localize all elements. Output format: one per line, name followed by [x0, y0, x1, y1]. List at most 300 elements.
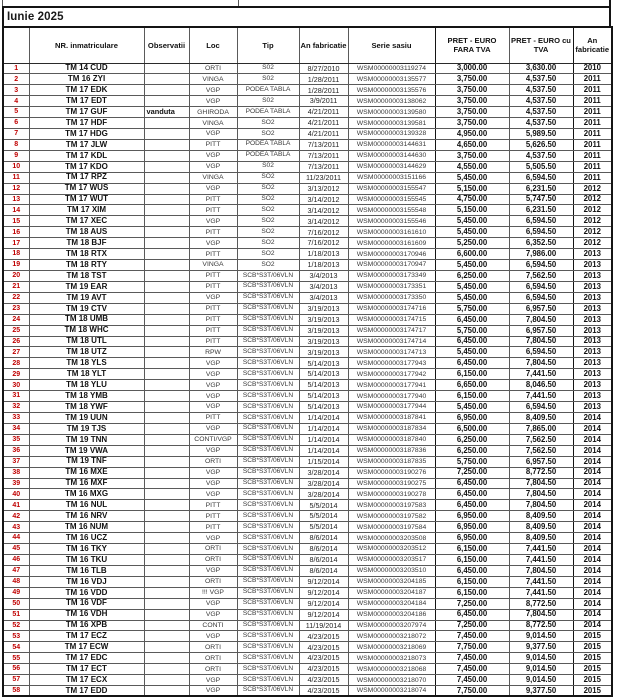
cell-row-number: 14 — [3, 205, 29, 216]
cell-nr-inmatriculare: TM 16 MXF — [29, 478, 144, 489]
cell-tip: PODEA TABLA — [237, 139, 299, 150]
cell-pret-euro-fara-tva: 6,150.00 — [435, 544, 509, 555]
cell-pret-euro-fara-tva: 5,750.00 — [435, 303, 509, 314]
cell-an-fabricatie-data: 5/14/2013 — [299, 402, 348, 413]
cell-an-fabricatie: 2011 — [573, 129, 612, 140]
cell-row-number: 17 — [3, 238, 29, 249]
cell-observatii: vanduta — [144, 107, 189, 118]
table-row — [3, 63, 612, 74]
table-row — [3, 96, 612, 107]
cell-nr-inmatriculare: TM 17 ECW — [29, 642, 144, 653]
table-row — [3, 347, 612, 358]
cell-tip: PODEA TABLA — [237, 150, 299, 161]
cell-an-fabricatie-data: 5/14/2013 — [299, 380, 348, 391]
cell-nr-inmatriculare: TM 18 BJF — [29, 238, 144, 249]
cell-pret-euro-fara-tva: 7,750.00 — [435, 642, 509, 653]
report-title: Iunie 2025 — [2, 6, 611, 26]
cell-an-fabricatie: 2014 — [573, 544, 612, 555]
cell-row-number: 55 — [3, 653, 29, 664]
cell-an-fabricatie-data: 3/14/2012 — [299, 216, 348, 227]
cell-serie-sasiu: WSM00000003204186 — [348, 609, 435, 620]
cell-tip: SCB*S3T/06VLN — [237, 565, 299, 576]
cell-pret-euro-cu-tva: 9,014.50 — [509, 664, 573, 675]
cell-an-fabricatie: 2011 — [573, 96, 612, 107]
cell-tip: SCB*S3T/06VLN — [237, 522, 299, 533]
cell-an-fabricatie-data: 5/5/2014 — [299, 500, 348, 511]
cell-pret-euro-cu-tva: 4,537.50 — [509, 118, 573, 129]
cell-tip: SO2 — [237, 183, 299, 194]
table-row — [3, 74, 612, 85]
table-row — [3, 587, 612, 598]
cell-nr-inmatriculare: TM 18 YMB — [29, 391, 144, 402]
cell-pret-euro-cu-tva: 6,594.50 — [509, 347, 573, 358]
cell-tip: SO2 — [237, 260, 299, 271]
cell-an-fabricatie: 2013 — [573, 260, 612, 271]
cell-tip: SO2 — [237, 238, 299, 249]
cell-pret-euro-fara-tva: 4,750.00 — [435, 194, 509, 205]
cell-loc: VGP — [189, 609, 237, 620]
cell-row-number: 39 — [3, 478, 29, 489]
cell-row-number: 15 — [3, 216, 29, 227]
cell-row-number: 20 — [3, 271, 29, 282]
cell-an-fabricatie: 2012 — [573, 227, 612, 238]
cell-pret-euro-cu-tva: 7,441.50 — [509, 554, 573, 565]
cell-an-fabricatie: 2014 — [573, 467, 612, 478]
cell-tip: SO2 — [237, 249, 299, 260]
cell-row-number: 47 — [3, 565, 29, 576]
cell-observatii — [144, 434, 189, 445]
cell-an-fabricatie-data: 4/21/2011 — [299, 107, 348, 118]
table-row — [3, 292, 612, 303]
table-row — [3, 183, 612, 194]
cell-pret-euro-fara-tva: 6,450.00 — [435, 478, 509, 489]
cell-pret-euro-cu-tva: 7,804.50 — [509, 314, 573, 325]
cell-serie-sasiu: WSM00000003173350 — [348, 292, 435, 303]
cell-tip: S02 — [237, 63, 299, 74]
cell-pret-euro-fara-tva: 6,450.00 — [435, 609, 509, 620]
cell-pret-euro-fara-tva: 5,450.00 — [435, 292, 509, 303]
cell-loc: VGP — [189, 391, 237, 402]
cell-serie-sasiu: WSM00000003144631 — [348, 139, 435, 150]
cell-row-number: 2 — [3, 74, 29, 85]
cell-serie-sasiu: WSM00000003204185 — [348, 576, 435, 587]
cell-loc: VGP — [189, 423, 237, 434]
cell-an-fabricatie-data: 5/14/2013 — [299, 369, 348, 380]
cell-nr-inmatriculare: TM 16 XPB — [29, 620, 144, 631]
cell-pret-euro-fara-tva: 7,250.00 — [435, 467, 509, 478]
cell-tip: SCB*S3T/06VLN — [237, 500, 299, 511]
cell-loc: VGP — [189, 631, 237, 642]
cell-serie-sasiu: WSM00000003177944 — [348, 402, 435, 413]
cell-row-number: 3 — [3, 85, 29, 96]
table-row — [3, 216, 612, 227]
cell-row-number: 11 — [3, 172, 29, 183]
cell-an-fabricatie: 2013 — [573, 358, 612, 369]
cell-an-fabricatie: 2012 — [573, 194, 612, 205]
cell-tip: SO2 — [237, 129, 299, 140]
cell-pret-euro-fara-tva: 5,750.00 — [435, 456, 509, 467]
cell-serie-sasiu: WSM00000003190275 — [348, 478, 435, 489]
cell-loc: PITT — [189, 139, 237, 150]
cell-serie-sasiu: WSM00000003187836 — [348, 445, 435, 456]
cell-pret-euro-fara-tva: 6,950.00 — [435, 413, 509, 424]
cell-serie-sasiu: WSM00000003174717 — [348, 325, 435, 336]
cell-an-fabricatie-data: 1/18/2013 — [299, 260, 348, 271]
cell-pret-euro-fara-tva: 6,450.00 — [435, 489, 509, 500]
table-row — [3, 139, 612, 150]
cell-pret-euro-cu-tva: 7,804.50 — [509, 500, 573, 511]
cell-nr-inmatriculare: TM 18 YWF — [29, 402, 144, 413]
cell-pret-euro-cu-tva: 6,594.50 — [509, 292, 573, 303]
cell-loc: ORTI — [189, 63, 237, 74]
cell-serie-sasiu: WSM00000003203517 — [348, 554, 435, 565]
cell-an-fabricatie-data: 9/12/2014 — [299, 598, 348, 609]
table-row — [3, 271, 612, 282]
cell-nr-inmatriculare: TM 18 AUS — [29, 227, 144, 238]
table-row — [3, 544, 612, 555]
cell-row-number: 7 — [3, 129, 29, 140]
cell-nr-inmatriculare: TM 17 EDT — [29, 96, 144, 107]
cell-an-fabricatie: 2011 — [573, 139, 612, 150]
cell-observatii — [144, 172, 189, 183]
cell-loc: VGP — [189, 129, 237, 140]
column-header-an-fabricatie-data: An fabricatie — [299, 27, 348, 63]
table-row — [3, 227, 612, 238]
cell-observatii — [144, 380, 189, 391]
cell-observatii — [144, 620, 189, 631]
cell-pret-euro-fara-tva: 3,000.00 — [435, 63, 509, 74]
cell-pret-euro-fara-tva: 3,750.00 — [435, 85, 509, 96]
cell-pret-euro-fara-tva: 6,950.00 — [435, 511, 509, 522]
cell-loc: PITT — [189, 413, 237, 424]
cell-an-fabricatie-data: 5/5/2014 — [299, 522, 348, 533]
cell-row-number: 31 — [3, 391, 29, 402]
cell-loc: GHIRODA — [189, 107, 237, 118]
table-row — [3, 686, 612, 697]
cell-pret-euro-fara-tva: 5,450.00 — [435, 172, 509, 183]
cell-loc: PITT — [189, 511, 237, 522]
cell-serie-sasiu: WSM00000003138062 — [348, 96, 435, 107]
cell-nr-inmatriculare: TM 16 UCZ — [29, 533, 144, 544]
cell-an-fabricatie: 2011 — [573, 118, 612, 129]
cell-tip: SCB*S3T/06VLN — [237, 576, 299, 587]
cell-an-fabricatie: 2011 — [573, 107, 612, 118]
cell-an-fabricatie: 2014 — [573, 554, 612, 565]
cell-pret-euro-cu-tva: 5,747.50 — [509, 194, 573, 205]
cell-an-fabricatie: 2014 — [573, 478, 612, 489]
cell-serie-sasiu: WSM00000003218069 — [348, 642, 435, 653]
cell-pret-euro-fara-tva: 5,150.00 — [435, 205, 509, 216]
cell-nr-inmatriculare: TM 16 VDD — [29, 587, 144, 598]
cell-tip: SCB*S3T/06VLN — [237, 467, 299, 478]
cell-loc: VGP — [189, 675, 237, 686]
table-row — [3, 118, 612, 129]
table-row — [3, 402, 612, 413]
cell-nr-inmatriculare: TM 17 JLW — [29, 139, 144, 150]
cell-tip: SCB*S3T/06VLN — [237, 292, 299, 303]
cell-serie-sasiu: WSM00000003177940 — [348, 391, 435, 402]
cell-observatii — [144, 129, 189, 140]
cell-an-fabricatie-data: 3/19/2013 — [299, 336, 348, 347]
cell-an-fabricatie: 2014 — [573, 434, 612, 445]
cell-loc: VGP — [189, 161, 237, 172]
table-row — [3, 565, 612, 576]
table-row — [3, 325, 612, 336]
cell-tip: SCB*S3T/06VLN — [237, 445, 299, 456]
cell-serie-sasiu: WSM00000003174716 — [348, 303, 435, 314]
cell-an-fabricatie: 2013 — [573, 314, 612, 325]
cell-tip: SCB*S3T/06VLN — [237, 598, 299, 609]
cell-row-number: 16 — [3, 227, 29, 238]
cell-row-number: 5 — [3, 107, 29, 118]
cell-loc: VGP — [189, 533, 237, 544]
cell-nr-inmatriculare: TM 18 YLS — [29, 358, 144, 369]
table-row — [3, 205, 612, 216]
table-row — [3, 358, 612, 369]
cell-an-fabricatie-data: 1/15/2014 — [299, 456, 348, 467]
cell-an-fabricatie: 2013 — [573, 336, 612, 347]
cell-observatii — [144, 467, 189, 478]
table-row — [3, 85, 612, 96]
cell-nr-inmatriculare: TM 17 EDC — [29, 653, 144, 664]
table-row — [3, 413, 612, 424]
cell-row-number: 9 — [3, 150, 29, 161]
cell-nr-inmatriculare: TM 17 GUF — [29, 107, 144, 118]
cell-tip: SO2 — [237, 227, 299, 238]
cell-nr-inmatriculare: TM 17 EDD — [29, 686, 144, 697]
cell-an-fabricatie: 2012 — [573, 183, 612, 194]
cell-loc: ORTI — [189, 642, 237, 653]
cell-an-fabricatie-data: 11/19/2014 — [299, 620, 348, 631]
cell-pret-euro-cu-tva: 7,865.00 — [509, 423, 573, 434]
cell-pret-euro-cu-tva: 8,046.50 — [509, 380, 573, 391]
table-row — [3, 609, 612, 620]
cell-row-number: 50 — [3, 598, 29, 609]
cell-an-fabricatie: 2015 — [573, 653, 612, 664]
cell-nr-inmatriculare: TM 17 KDO — [29, 161, 144, 172]
cell-pret-euro-fara-tva: 5,450.00 — [435, 347, 509, 358]
cell-pret-euro-cu-tva: 7,441.50 — [509, 576, 573, 587]
cell-an-fabricatie-data: 9/12/2014 — [299, 587, 348, 598]
cell-tip: SCB*S3T/06VLN — [237, 533, 299, 544]
table-row — [3, 467, 612, 478]
cell-observatii — [144, 391, 189, 402]
cell-pret-euro-fara-tva: 6,450.00 — [435, 358, 509, 369]
cell-an-fabricatie-data: 4/23/2015 — [299, 675, 348, 686]
cell-observatii — [144, 303, 189, 314]
cell-an-fabricatie: 2014 — [573, 609, 612, 620]
cell-pret-euro-fara-tva: 5,150.00 — [435, 183, 509, 194]
cell-pret-euro-cu-tva: 7,986.00 — [509, 249, 573, 260]
cell-observatii — [144, 85, 189, 96]
cell-row-number: 45 — [3, 544, 29, 555]
cell-pret-euro-cu-tva: 4,537.50 — [509, 107, 573, 118]
cell-row-number: 40 — [3, 489, 29, 500]
cell-pret-euro-cu-tva: 6,594.50 — [509, 172, 573, 183]
cell-an-fabricatie: 2013 — [573, 325, 612, 336]
cell-an-fabricatie-data: 1/28/2011 — [299, 74, 348, 85]
cell-serie-sasiu: WSM00000003218072 — [348, 631, 435, 642]
cell-pret-euro-fara-tva: 5,450.00 — [435, 216, 509, 227]
cell-pret-euro-cu-tva: 9,377.50 — [509, 642, 573, 653]
cell-pret-euro-fara-tva: 7,250.00 — [435, 620, 509, 631]
cell-nr-inmatriculare: TM 18 WHC — [29, 325, 144, 336]
cell-observatii — [144, 161, 189, 172]
cell-nr-inmatriculare: TM 16 NUL — [29, 500, 144, 511]
cell-row-number: 18 — [3, 249, 29, 260]
cell-tip: SO2 — [237, 172, 299, 183]
cell-loc: VGP — [189, 598, 237, 609]
cell-pret-euro-cu-tva: 8,409.50 — [509, 413, 573, 424]
cell-nr-inmatriculare: TM 17 XIM — [29, 205, 144, 216]
cell-pret-euro-cu-tva: 7,804.50 — [509, 478, 573, 489]
cell-pret-euro-cu-tva: 7,562.50 — [509, 434, 573, 445]
cell-observatii — [144, 522, 189, 533]
cell-an-fabricatie-data: 7/13/2011 — [299, 161, 348, 172]
cell-pret-euro-fara-tva: 7,450.00 — [435, 631, 509, 642]
cell-an-fabricatie: 2011 — [573, 172, 612, 183]
cell-nr-inmatriculare: TM 16 MXG — [29, 489, 144, 500]
cell-serie-sasiu: WSM00000003204187 — [348, 587, 435, 598]
cell-row-number: 37 — [3, 456, 29, 467]
cell-loc: VGP — [189, 292, 237, 303]
cell-an-fabricatie: 2015 — [573, 631, 612, 642]
cell-an-fabricatie: 2015 — [573, 675, 612, 686]
cell-an-fabricatie: 2012 — [573, 238, 612, 249]
cell-row-number: 56 — [3, 664, 29, 675]
cell-row-number: 46 — [3, 554, 29, 565]
cell-loc: PITT — [189, 249, 237, 260]
cell-serie-sasiu: WSM00000003187841 — [348, 413, 435, 424]
cell-observatii — [144, 576, 189, 587]
cell-serie-sasiu: WSM00000003155546 — [348, 216, 435, 227]
cell-observatii — [144, 271, 189, 282]
cell-pret-euro-fara-tva: 5,450.00 — [435, 402, 509, 413]
table-row — [3, 445, 612, 456]
cell-pret-euro-fara-tva: 6,250.00 — [435, 434, 509, 445]
cell-an-fabricatie-data: 4/23/2015 — [299, 642, 348, 653]
cell-nr-inmatriculare: TM 16 VDH — [29, 609, 144, 620]
cell-row-number: 10 — [3, 161, 29, 172]
cell-an-fabricatie: 2015 — [573, 686, 612, 697]
cell-serie-sasiu: WSM00000003155547 — [348, 183, 435, 194]
cell-an-fabricatie: 2013 — [573, 303, 612, 314]
cell-tip: SCB*S3T/06VLN — [237, 489, 299, 500]
cell-pret-euro-fara-tva: 5,450.00 — [435, 260, 509, 271]
column-header-pret-euro-cu-tva: PRET - EURO cu TVA — [509, 27, 573, 63]
cell-observatii — [144, 347, 189, 358]
cell-pret-euro-cu-tva: 9,014.50 — [509, 675, 573, 686]
table-row — [3, 107, 612, 118]
cell-serie-sasiu: WSM00000003139581 — [348, 118, 435, 129]
cell-an-fabricatie-data: 3/19/2013 — [299, 325, 348, 336]
cell-an-fabricatie-data: 3/13/2012 — [299, 183, 348, 194]
cell-nr-inmatriculare: TM 19 TJS — [29, 423, 144, 434]
table-row — [3, 129, 612, 140]
cell-an-fabricatie: 2013 — [573, 380, 612, 391]
cell-tip: SCB*S3T/06VLN — [237, 456, 299, 467]
cell-an-fabricatie: 2013 — [573, 292, 612, 303]
table-row — [3, 238, 612, 249]
cell-an-fabricatie-data: 1/14/2014 — [299, 434, 348, 445]
cell-pret-euro-fara-tva: 5,450.00 — [435, 227, 509, 238]
cell-nr-inmatriculare: TM 17 HDF — [29, 118, 144, 129]
cell-loc: VINGA — [189, 260, 237, 271]
cell-observatii — [144, 500, 189, 511]
cell-observatii — [144, 511, 189, 522]
cell-an-fabricatie: 2014 — [573, 511, 612, 522]
table-row — [3, 434, 612, 445]
top-strip-partial-row — [2, 0, 611, 6]
cell-pret-euro-cu-tva: 6,594.50 — [509, 402, 573, 413]
cell-nr-inmatriculare: TM 18 RTX — [29, 249, 144, 260]
cell-observatii — [144, 369, 189, 380]
cell-pret-euro-fara-tva: 6,450.00 — [435, 500, 509, 511]
cell-pret-euro-fara-tva: 6,950.00 — [435, 522, 509, 533]
cell-serie-sasiu: WSM00000003119274 — [348, 63, 435, 74]
cell-an-fabricatie: 2014 — [573, 423, 612, 434]
cell-pret-euro-cu-tva: 5,626.50 — [509, 139, 573, 150]
cell-tip: SCB*S3T/06VLN — [237, 271, 299, 282]
cell-serie-sasiu: WSM00000003173351 — [348, 281, 435, 292]
cell-pret-euro-cu-tva: 8,772.50 — [509, 598, 573, 609]
cell-an-fabricatie: 2014 — [573, 489, 612, 500]
cell-nr-inmatriculare: TM 18 YLT — [29, 369, 144, 380]
cell-an-fabricatie-data: 7/13/2011 — [299, 150, 348, 161]
cell-nr-inmatriculare: TM 19 UUN — [29, 413, 144, 424]
cell-nr-inmatriculare: TM 16 TKU — [29, 554, 144, 565]
cell-row-number: 32 — [3, 402, 29, 413]
cell-an-fabricatie-data: 3/19/2013 — [299, 303, 348, 314]
cell-serie-sasiu: WSM00000003177943 — [348, 358, 435, 369]
cell-observatii — [144, 565, 189, 576]
cell-an-fabricatie-data: 8/27/2010 — [299, 63, 348, 74]
cell-loc: VGP — [189, 478, 237, 489]
header-row — [3, 27, 612, 63]
cell-loc: VINGA — [189, 172, 237, 183]
cell-an-fabricatie-data: 3/28/2014 — [299, 489, 348, 500]
cell-observatii — [144, 205, 189, 216]
table-row — [3, 380, 612, 391]
cell-an-fabricatie-data: 3/28/2014 — [299, 478, 348, 489]
cell-pret-euro-cu-tva: 7,562.50 — [509, 445, 573, 456]
cell-observatii — [144, 281, 189, 292]
cell-pret-euro-cu-tva: 8,409.50 — [509, 533, 573, 544]
cell-loc: ORTI — [189, 456, 237, 467]
cell-pret-euro-fara-tva: 6,950.00 — [435, 533, 509, 544]
table-row — [3, 576, 612, 587]
cell-pret-euro-fara-tva: 6,150.00 — [435, 369, 509, 380]
cell-nr-inmatriculare: TM 14 CUD — [29, 63, 144, 74]
cell-tip: SCB*S3T/06VLN — [237, 281, 299, 292]
table-row — [3, 260, 612, 271]
cell-serie-sasiu: WSM00000003203508 — [348, 533, 435, 544]
cell-observatii — [144, 598, 189, 609]
cell-tip: S02 — [237, 74, 299, 85]
cell-serie-sasiu: WSM00000003190278 — [348, 489, 435, 500]
cell-pret-euro-cu-tva: 5,989.50 — [509, 129, 573, 140]
cell-pret-euro-fara-tva: 6,600.00 — [435, 249, 509, 260]
cell-tip: SCB*S3T/06VLN — [237, 402, 299, 413]
cell-an-fabricatie-data: 3/28/2014 — [299, 467, 348, 478]
cell-an-fabricatie-data: 4/21/2011 — [299, 129, 348, 140]
cell-tip: SO2 — [237, 118, 299, 129]
table-row — [3, 664, 612, 675]
cell-pret-euro-cu-tva: 9,377.50 — [509, 686, 573, 697]
cell-observatii — [144, 325, 189, 336]
cell-an-fabricatie-data: 3/14/2012 — [299, 194, 348, 205]
cell-serie-sasiu: WSM00000003174713 — [348, 347, 435, 358]
